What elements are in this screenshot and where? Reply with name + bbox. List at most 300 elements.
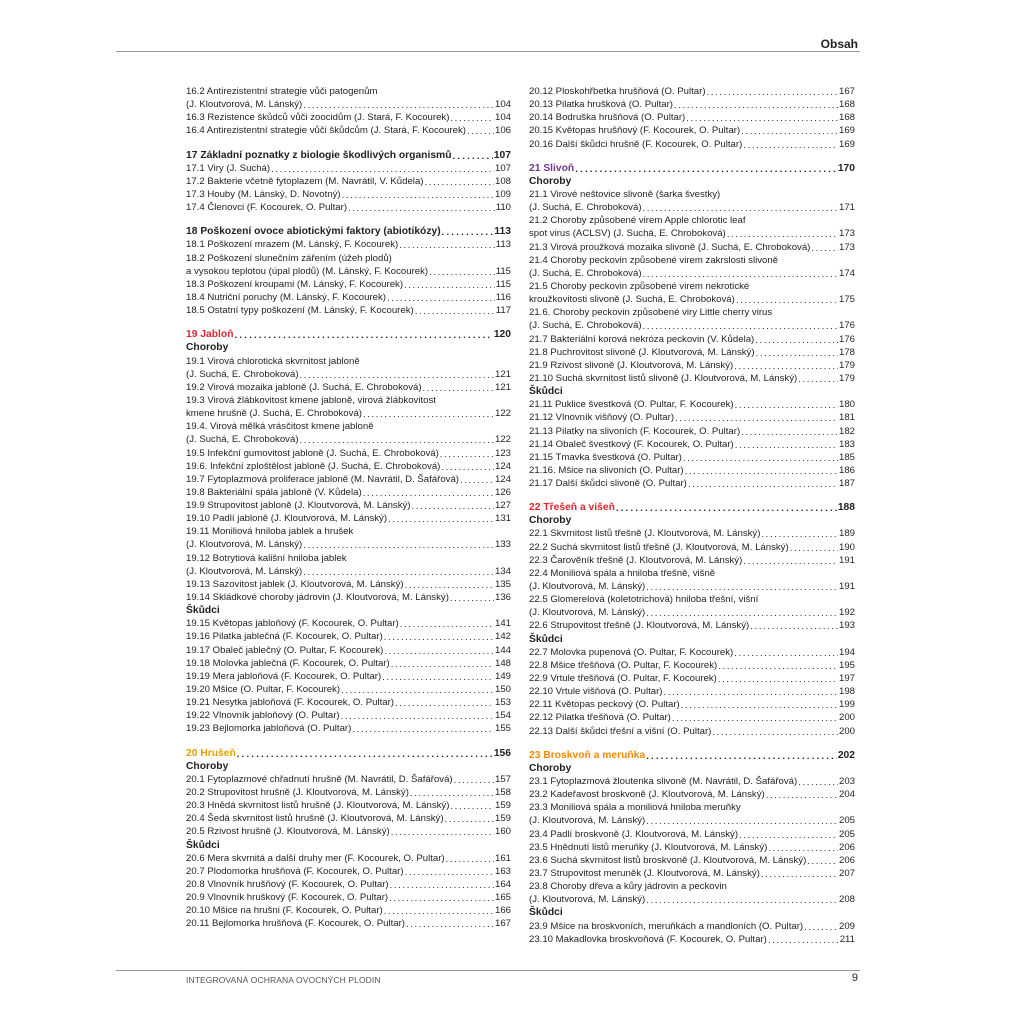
entry-title: 20.8 Vlnovník hrušňový (F. Kocourek, O. Pultar) (186, 879, 389, 890)
toc-entry[interactable] (186, 878, 511, 891)
entry-title: 23.10 Makadlovka broskvoňová (F. Kocourek, O. Pultar) (529, 933, 767, 945)
chapter-title: 22 Třešeň a višeň (529, 502, 615, 514)
dot-leader (712, 726, 838, 738)
dot-leader (363, 487, 494, 499)
page-ref: 166 (494, 905, 511, 917)
entry-title: 19.18 Molovka jablečná (F. Kocourek, O. Pultar) (186, 657, 390, 669)
page-ref: 157 (494, 773, 511, 785)
dot-leader (341, 684, 494, 696)
entry-title: 19.8 Bakteriální spála jabloně (V. Kůdela) (186, 486, 362, 498)
page-ref: 104 (494, 112, 511, 124)
toc-entry[interactable] (186, 578, 511, 591)
dot-leader (741, 426, 838, 438)
dot-leader (718, 673, 838, 685)
toc-entry[interactable] (529, 528, 855, 541)
entry-title: 22.13 Další škůdci třešní a višní (O. Pultar) (529, 725, 712, 737)
toc-entry[interactable] (529, 659, 855, 672)
toc-entry[interactable] (186, 657, 511, 670)
dot-leader (685, 465, 838, 477)
dot-leader (734, 360, 838, 372)
section-spacer (186, 214, 511, 225)
page-ref: 178 (838, 346, 855, 358)
toc-entry[interactable] (186, 773, 511, 786)
toc-entry[interactable] (529, 346, 855, 359)
page-ref: 198 (838, 686, 855, 698)
toc-entry[interactable] (529, 267, 855, 280)
entry-title: 22.11 Květopas peckový (O. Pultar) (529, 699, 680, 711)
toc-entry[interactable] (186, 433, 511, 446)
entry-title: 20.11 Bejlomorka hrušňová (F. Kocourek, O. Pultar) (186, 918, 405, 930)
dot-leader (743, 555, 838, 567)
dot-leader (384, 645, 494, 657)
toc-entry[interactable] (186, 786, 511, 799)
toc-entry[interactable] (529, 711, 855, 724)
dot-leader (643, 202, 838, 214)
toc-entry[interactable] (529, 201, 855, 214)
dot-leader (300, 369, 494, 381)
toc-entry[interactable] (186, 124, 511, 137)
toc-entry[interactable] (529, 359, 855, 372)
page-ref: 141 (494, 618, 511, 630)
toc-subsection-heading: Škůdci (529, 633, 563, 645)
entry-title: 17.1 Viry (J. Suchá) (186, 162, 271, 174)
page-ref: 142 (494, 631, 511, 643)
toc-entry[interactable] (529, 619, 855, 632)
page-ref: 174 (838, 267, 855, 279)
toc-entry-line: 23.8 Choroby dřeva a kůry jádrovin a peckovin (529, 881, 727, 893)
toc-entry[interactable] (529, 425, 855, 438)
page-ref: 187 (838, 478, 855, 490)
section-spacer (529, 151, 855, 162)
toc-entry[interactable] (186, 381, 511, 394)
entry-title: 17.4 Členovci (F. Kocourek, O. Pultar) (186, 202, 348, 214)
entry-title: 20.12 Ploskohřbetka hrušňová (O. Pultar) (529, 85, 706, 97)
page-ref: 110 (495, 202, 511, 214)
dot-leader (415, 305, 495, 317)
toc-entry[interactable] (529, 241, 855, 254)
dot-leader (237, 748, 493, 760)
page-ref: 160 (494, 826, 511, 838)
page-ref: 153 (494, 697, 511, 709)
page-ref: 164 (494, 879, 511, 890)
toc-entry[interactable] (186, 891, 511, 904)
toc-entry[interactable] (529, 411, 855, 424)
dot-leader (743, 139, 838, 151)
page-ref: 121 (494, 368, 511, 380)
entry-title: 23.2 Kadeřavost broskvoně (J. Kloutvorová, M. Lánský) (529, 789, 765, 801)
toc-subsection-heading: Škůdci (186, 839, 220, 851)
toc-entry[interactable] (186, 304, 511, 317)
dot-leader (429, 266, 495, 278)
toc-entry[interactable] (529, 541, 855, 554)
dot-leader (688, 478, 838, 490)
page-ref: 144 (494, 644, 511, 656)
toc-subsection-heading: Choroby (529, 762, 572, 774)
toc-chapter-heading[interactable] (186, 328, 511, 341)
toc-entry[interactable] (186, 278, 511, 291)
toc-entry[interactable] (529, 814, 855, 827)
page-ref: 106 (494, 125, 511, 137)
page-ref: 113 (494, 226, 511, 238)
dot-leader (790, 542, 838, 554)
entry-title: 22.6 Strupovitost třešně (J. Kloutvorová, M. Lánský) (529, 620, 750, 632)
toc-entry[interactable] (529, 554, 855, 567)
toc-entry[interactable] (186, 825, 511, 838)
chapter-title: 17 Základní poznatky z biologie škodlivých organismů (186, 149, 452, 161)
toc-entry[interactable] (186, 617, 511, 630)
toc-chapter-heading[interactable] (529, 749, 855, 762)
entry-title: 23.9 Mšice na broskvoních, meruňkách a mandloních (O. Pultar) (529, 920, 804, 932)
toc-entry[interactable] (186, 696, 511, 709)
entry-title: 19.20 Mšice (O. Pultar, F. Kocourek) (186, 684, 341, 696)
toc-entry[interactable] (529, 333, 855, 346)
entry-title: (J. Suchá, E. Chroboková) (529, 320, 642, 332)
page-ref: 193 (838, 620, 855, 632)
toc-entry[interactable] (186, 291, 511, 304)
dot-leader (406, 919, 494, 931)
toc-entry[interactable] (529, 725, 855, 738)
toc-entry[interactable] (186, 201, 511, 214)
toc-entry[interactable] (186, 812, 511, 825)
toc-entry[interactable] (529, 124, 855, 137)
dot-leader (768, 842, 838, 854)
page-ref: 207 (838, 868, 855, 879)
toc-right-column (529, 85, 855, 946)
page-ref: 150 (494, 684, 511, 696)
toc-entry[interactable] (529, 451, 855, 464)
toc-entry-line: 19.12 Botrytiová kališní hniloba jablek (186, 552, 347, 564)
dot-leader (352, 724, 494, 736)
toc-subsection-heading: Choroby (186, 760, 229, 772)
entry-title: 19.13 Sazovitost jablek (J. Kloutvorová, M. Lánský) (186, 578, 404, 590)
page-ref: 176 (838, 320, 855, 332)
toc-entry-line: 23.3 Moniliová spála a moniliová hniloba meruňky (529, 802, 741, 814)
toc-entry[interactable] (186, 188, 511, 201)
toc-entry[interactable] (186, 368, 511, 381)
entry-title: kmene hrušně (J. Suchá, E. Chroboková) (186, 408, 362, 420)
toc-entry[interactable] (186, 162, 511, 175)
dot-leader (735, 439, 838, 451)
entry-title: 20.15 Květopas hrušňový (F. Kocourek, O. Pultar) (529, 125, 741, 137)
entry-title: (J. Suchá, E. Chroboková) (529, 267, 642, 279)
entry-title: 21.7 Bakteriální korová nekróza peckovin (V. Kůdela) (529, 333, 755, 345)
toc-entry[interactable] (186, 917, 511, 930)
toc-entry-line: 21.4 Choroby peckovin způsobené virem zakrslosti slivoně (529, 254, 779, 266)
entry-title: 21.17 Další škůdci slivoně (O. Pultar) (529, 478, 687, 490)
dot-leader (410, 787, 494, 799)
page-ref: 107 (493, 149, 511, 161)
dot-leader (768, 934, 839, 946)
page-ref: 176 (838, 333, 855, 345)
toc-entry[interactable] (529, 293, 855, 306)
entry-title: 17.3 Houby (M. Lánský, D. Novotný) (186, 188, 341, 200)
dot-leader (303, 99, 494, 111)
page-ref: 173 (838, 228, 855, 240)
dot-leader (766, 789, 838, 801)
page-ref: 175 (838, 294, 855, 306)
toc-entry[interactable] (186, 722, 511, 735)
toc-subsection-heading: Choroby (529, 515, 572, 527)
entry-title: (J. Suchá, E. Chroboková) (529, 202, 642, 214)
toc-entry[interactable] (186, 512, 511, 525)
toc-entry[interactable] (186, 539, 511, 552)
toc-entry[interactable] (529, 646, 855, 659)
page-number: 9 (851, 972, 858, 984)
page-ref: 211 (839, 933, 855, 945)
page-ref: 183 (838, 438, 855, 450)
entry-title: (J. Kloutvorová, M. Lánský) (529, 607, 646, 619)
toc-subsection-heading: Škůdci (529, 386, 563, 398)
toc-entry[interactable] (186, 904, 511, 917)
dot-leader (672, 713, 838, 725)
toc-entry[interactable] (186, 265, 511, 278)
toc-entry[interactable] (529, 111, 855, 124)
page-ref: 181 (838, 412, 855, 424)
entry-title: 19.9 Strupovitost jabloně (J. Kloutvorová, M. Lánský) (186, 500, 411, 512)
dot-leader (450, 112, 494, 124)
entry-title: 21.14 Obaleč švestkový (F. Kocourek, O. Pultar) (529, 438, 734, 450)
dot-leader (674, 99, 838, 111)
entry-title: 19.7 Fytoplazmová proliferace jabloně (M. Navrátil, D. Šafářová) (186, 473, 460, 485)
entry-title: 21.12 Vlnovník višňový (O. Pultar) (529, 412, 675, 424)
dot-leader (616, 502, 837, 514)
page-ref: 109 (494, 188, 511, 200)
toc-chapter-heading[interactable] (529, 501, 855, 514)
dot-leader (382, 671, 494, 683)
toc-entry[interactable] (186, 865, 511, 878)
page-ref: 136 (494, 592, 511, 604)
dot-leader (683, 452, 838, 464)
toc-entry[interactable] (186, 852, 511, 865)
toc-chapter-heading[interactable] (186, 149, 511, 162)
toc-entry[interactable] (186, 486, 511, 499)
entry-title: 19.19 Mera jabloňová (F. Kocourek, O. Pultar) (186, 670, 382, 682)
page-ref: 122 (494, 434, 511, 446)
dot-leader (391, 827, 494, 839)
dot-leader (741, 126, 838, 138)
toc-entry[interactable] (529, 788, 855, 801)
page-ref: 135 (494, 578, 511, 590)
page-ref: 165 (494, 892, 511, 904)
dot-leader (442, 226, 494, 238)
header-divider (116, 51, 860, 52)
entry-title: 21.3 Virová proužková mozaika slivoně (J. Suchá, E. Chroboková) (529, 241, 811, 253)
toc-entry[interactable] (186, 175, 511, 188)
toc-entry-line: 19.3 Virová žlábkovitost kmene jabloně, virová žlábkovitost (186, 394, 436, 406)
entry-title: (J. Kloutvorová, M. Lánský) (529, 815, 646, 827)
page-ref: 168 (838, 99, 855, 111)
page-ref: 156 (493, 747, 511, 759)
page-ref: 206 (838, 841, 855, 853)
entry-title: 21.16. Mšice na slivoních (O. Pultar) (529, 464, 684, 476)
entry-title: a vysokou teplotou (úpal plodů) (M. Lánský, F. Kocourek) (186, 265, 429, 277)
dot-leader (755, 334, 838, 346)
toc-entry[interactable] (186, 447, 511, 460)
toc-entry[interactable] (529, 698, 855, 711)
entry-title: 19.2 Virová mozaika jabloně (J. Suchá, E. Chroboková) (186, 381, 422, 393)
dot-leader (405, 579, 494, 591)
toc-entry[interactable] (529, 672, 855, 685)
section-spacer (529, 490, 855, 501)
entry-title: 19.22 Vlnovník jabloňový (O. Pultar) (186, 710, 340, 722)
page-ref: 131 (494, 513, 511, 525)
toc-entry[interactable] (529, 854, 855, 867)
entry-title: kroužkovitosti slivoně (J. Suchá, E. Chroboková) (529, 294, 735, 306)
toc-subsection-heading: Škůdci (186, 605, 220, 617)
page-ref: 168 (838, 112, 855, 124)
toc-entry[interactable] (186, 670, 511, 683)
entry-title: 18.1 Poškození mrazem (M. Lánský, F. Kocourek) (186, 239, 399, 251)
dot-leader (646, 894, 838, 906)
toc-subsection-heading: Choroby (186, 342, 229, 354)
toc-entry[interactable] (529, 933, 855, 946)
page-ref: 171 (838, 202, 855, 214)
toc-entry[interactable] (529, 580, 855, 593)
entry-title: 21.8 Puchrovitost slivoně (J. Kloutvorová, M. Lánský) (529, 346, 755, 358)
toc-entry[interactable] (529, 438, 855, 451)
dot-leader (235, 329, 493, 341)
page-ref: 169 (838, 138, 855, 150)
entry-title: 22.9 Vrtule třešňová (O. Pultar, F. Kocourek) (529, 673, 717, 685)
page-ref: 159 (494, 800, 511, 812)
dot-leader (734, 647, 838, 659)
toc-entry[interactable] (529, 138, 855, 151)
toc-entry[interactable] (186, 238, 511, 251)
page-ref: 124 (494, 473, 511, 485)
entry-title: 21.9 Rzivost slivoně (J. Kloutvorová, M. Lánský) (529, 359, 734, 371)
toc-entry[interactable] (529, 841, 855, 854)
toc-entry-line: 19.1 Virová chlorotická skvrnitost jabloně (186, 355, 360, 367)
toc-entry[interactable] (529, 227, 855, 240)
toc-subsection-heading: Škůdci (529, 907, 563, 919)
toc-entry[interactable] (186, 407, 511, 420)
toc-chapter-heading[interactable] (186, 747, 511, 760)
page-ref: 194 (838, 646, 855, 658)
dot-leader (303, 540, 494, 552)
entry-title: 21.15 Tmavka švestková (O. Pultar) (529, 451, 682, 463)
footer-divider (116, 970, 860, 971)
page-ref: 148 (494, 657, 511, 669)
entry-title: 18.4 Nutriční poruchy (M. Lánský, F. Kocourek) (186, 291, 386, 303)
page-ref: 204 (838, 789, 855, 801)
page-ref: 124 (494, 460, 511, 472)
toc-entry[interactable] (186, 709, 511, 722)
toc-entry[interactable] (186, 644, 511, 657)
toc-entry[interactable] (529, 464, 855, 477)
entry-title: (J. Kloutvorová, M. Lánský) (529, 894, 646, 906)
toc-entry[interactable] (186, 98, 511, 111)
toc-entry-line: 21.2 Choroby způsobené virem Apple chlorotic leaf (529, 215, 746, 227)
dot-leader (363, 408, 494, 420)
dot-leader (424, 176, 494, 188)
entry-title: 23.7 Strupovitost meruněk (J. Kloutvorová, M. Lánský) (529, 868, 760, 879)
toc-entry-line: 19.11 Moniliová hniloba jablek a hrušek (186, 526, 354, 538)
entry-title: 22.10 Vrtule višňová (O. Pultar) (529, 686, 663, 698)
toc-entry[interactable] (529, 828, 855, 841)
toc-entry[interactable] (186, 591, 511, 604)
page-ref: 205 (838, 815, 855, 827)
toc-entry[interactable] (529, 920, 855, 933)
entry-title: 20.3 Hnědá skvrnitost listů hrušně (J. Kloutvorová, M. Lánský) (186, 800, 450, 812)
toc-entry[interactable] (186, 499, 511, 512)
page-ref: 188 (837, 502, 855, 514)
page-ref: 191 (838, 554, 855, 566)
entry-title: 20.4 Šedá skvrnitost listů hrušně (J. Kloutvorová, M. Lánský) (186, 813, 444, 825)
toc-entry[interactable] (186, 630, 511, 643)
toc-entry[interactable] (186, 473, 511, 486)
dot-leader (727, 229, 838, 241)
toc-entry[interactable] (529, 98, 855, 111)
toc-entry[interactable] (529, 372, 855, 385)
toc-entry[interactable] (186, 799, 511, 812)
toc-entry-line: 19.4. Virová mělká vrásčitost kmene jabloně (186, 421, 374, 433)
dot-leader (395, 697, 494, 709)
toc-chapter-heading[interactable] (529, 162, 855, 175)
entry-title: 19.23 Bejlomorka jabloňová (O. Pultar) (186, 723, 352, 735)
entry-title: 16.4 Antirezistentní strategie vůči škůdcům (J. Stará, F. Kocourek) (186, 125, 466, 137)
toc-entry[interactable] (186, 683, 511, 696)
toc-chapter-heading[interactable] (186, 225, 511, 238)
page-ref: 199 (838, 699, 855, 711)
toc-entry[interactable] (529, 893, 855, 906)
toc-entry[interactable] (529, 775, 855, 788)
page-ref: 182 (838, 425, 855, 437)
dot-leader (761, 529, 838, 541)
dot-leader (454, 774, 494, 786)
entry-title: 21.10 Suchá skvrnitost listů slivoně (J. Kloutvorová, M. Lánský) (529, 372, 798, 384)
entry-title: 20.16 Další škůdci hrušně (F. Kocourek, O. Pultar) (529, 138, 743, 150)
dot-leader (303, 566, 494, 578)
page-ref: 195 (838, 659, 855, 671)
toc-entry[interactable] (529, 477, 855, 490)
entry-title: 19.6. Infekční zploštělost jabloně (J. Suchá, E. Chroboková) (186, 460, 441, 472)
toc-entry[interactable] (529, 319, 855, 332)
entry-title: 22.3 Čarověník třešně (J. Kloutvorová, M. Lánský) (529, 554, 743, 566)
dot-leader (441, 461, 494, 473)
page-ref: 189 (838, 528, 855, 540)
entry-title: 19.14 Skládkové choroby jádrovin (J. Kloutvorová, M. Lánský) (186, 592, 449, 604)
section-spacer (186, 317, 511, 328)
dot-leader (348, 202, 495, 214)
toc-entry[interactable] (186, 565, 511, 578)
page-ref: 173 (838, 241, 855, 253)
entry-title: 22.7 Molovka pupenová (O. Pultar, F. Kocourek) (529, 646, 734, 658)
chapter-title: 19 Jabloň (186, 329, 234, 341)
toc-entry[interactable] (186, 111, 511, 124)
dot-leader (387, 292, 495, 304)
entry-title: (J. Suchá, E. Chroboková) (186, 368, 299, 380)
entry-title: 19.17 Obaleč jablečný (O. Pultar, F. Kocourek) (186, 644, 384, 656)
entry-title: 20.9 Vlnovník hruškový (F. Kocourek, O. Pultar) (186, 892, 389, 904)
toc-entry[interactable] (529, 685, 855, 698)
toc-entry[interactable] (529, 85, 855, 98)
toc-entry[interactable] (529, 606, 855, 619)
toc-entry[interactable] (186, 460, 511, 473)
page-ref: 123 (494, 447, 511, 459)
dot-leader (739, 829, 838, 841)
dot-leader (412, 500, 494, 512)
toc-entry[interactable] (529, 398, 855, 411)
dot-leader (756, 347, 838, 359)
entry-title: 20.14 Bodruška hrušňová (O. Pultar) (529, 112, 686, 124)
entry-title: 19.21 Nesytka jabloňová (F. Kocourek, O. Pultar) (186, 697, 394, 709)
entry-title: 19.16 Pilatka jablečná (F. Kocourek, O. Pultar) (186, 631, 383, 643)
page-ref: 163 (494, 865, 511, 877)
dot-leader (643, 268, 838, 280)
entry-title: 20.13 Pilatka hrušková (O. Pultar) (529, 99, 673, 111)
page-ref: 121 (494, 381, 511, 393)
toc-entry[interactable] (529, 867, 855, 880)
